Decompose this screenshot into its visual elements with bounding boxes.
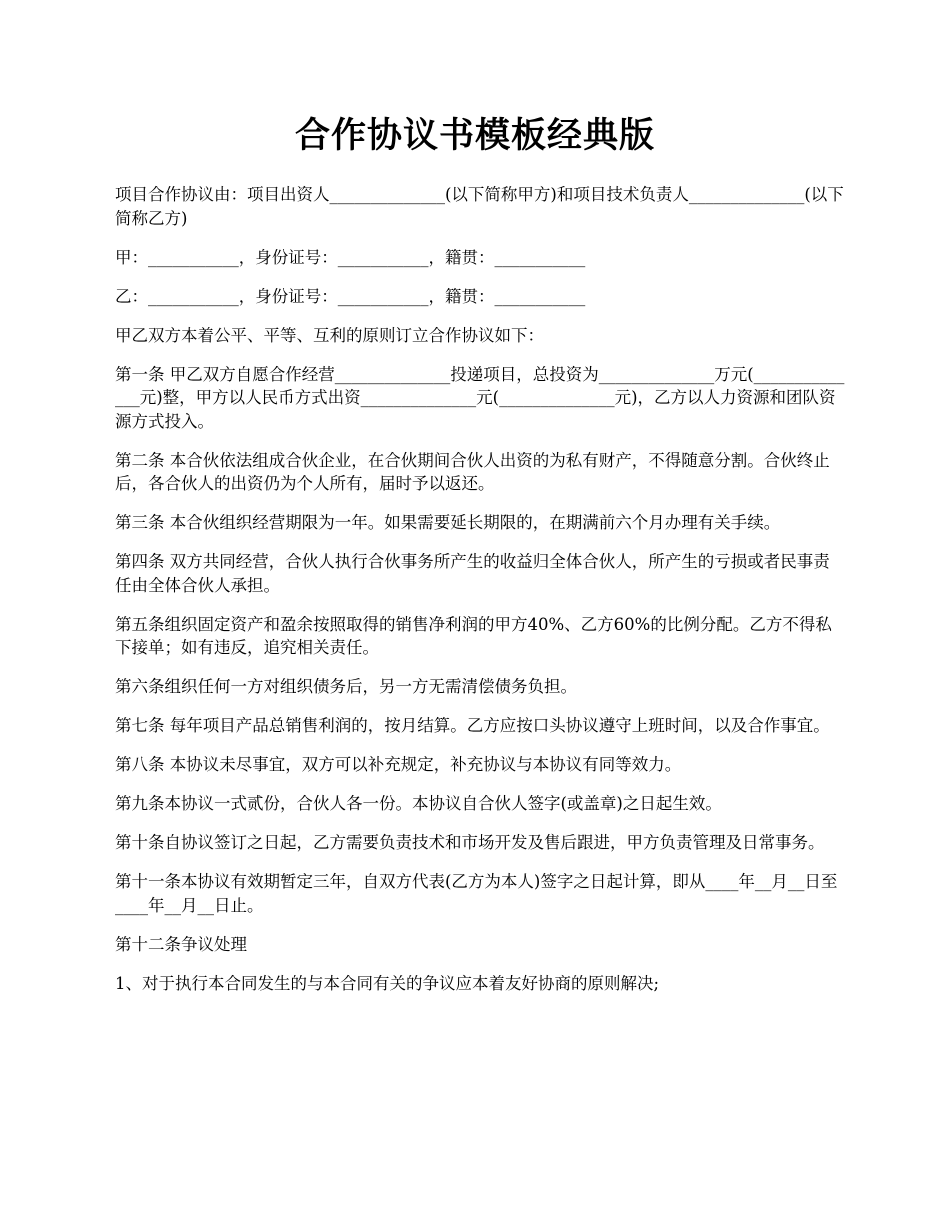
article-12-heading: 第十二条争议处理 [115,934,247,954]
party-a-line: 甲：___________，身份证号：___________，籍贯：___________ [115,247,586,267]
article-11: 第十一条本协议有效期暂定三年，自双方代表(乙方为本人)签字之日起计算，即从____年__月__日至____年__月__日止。 [115,872,838,915]
article-7: 第七条 每年项目产品总销售利润的，按月结算。乙方应按口头协议遵守上班时间，以及合作事宜。 [115,716,830,735]
intro-paragraph: 项目合作协议由：项目出资人______________(以下简称甲方)和项目技术负责人______________(以下简称乙方) [115,185,844,228]
article-2: 第二条 本合伙依法组成合伙企业，在合伙期间合伙人出资的为私有财产，不得随意分割。合伙终止后，各合伙人的出资仍为个人所有，届时予以返还。 [115,450,830,493]
document-title: 合作协议书模板经典版 [294,115,655,156]
article-8: 第八条 本协议未尽事宜，双方可以补充规定，补充协议与本协议有同等效力。 [115,755,682,774]
article-12-item-1: 1、对于执行本合同发生的与本合同有关的争议应本着友好协商的原则解决; [115,973,660,993]
article-6: 第六条组织任何一方对组织债务后，另一方无需清偿债务负担。 [115,677,577,696]
party-b-line: 乙：___________，身份证号：___________，籍贯：___________ [115,286,586,306]
article-10: 第十条自协议签订之日起，乙方需要负责技术和市场开发及售后跟进，甲方负责管理及日常事务。 [115,833,825,852]
document-body [115,183,845,1011]
article-5: 第五条组织固定资产和盈余按照取得的销售净利润的甲方40%、乙方60%的比例分配。乙方不得私下接单；如有违反，追究相关责任。 [115,614,832,657]
article-4: 第四条 双方共同经营，合伙人执行合伙事务所产生的收益归全体合伙人，所产生的亏损或者民事责任由全体合伙人承担。 [115,552,830,595]
article-9: 第九条本协议一式贰份，合伙人各一份。本协议自合伙人签字(或盖章)之日起生效。 [115,794,722,813]
preamble-paragraph: 甲乙双方本着公平、平等、互利的原则订立合作协议如下： [115,325,544,345]
article-3: 第三条 本合伙组织经营期限为一年。如果需要延长期限的，在期满前六个月办理有关手续。 [115,513,781,532]
article-1: 第一条 甲乙双方自愿合作经营______________投递项目，总投资为______________万元(______________元)整，甲方以人民币方式出资______________元(______________元)，乙方以人力资源和团队资源方式投入。 [115,364,845,431]
